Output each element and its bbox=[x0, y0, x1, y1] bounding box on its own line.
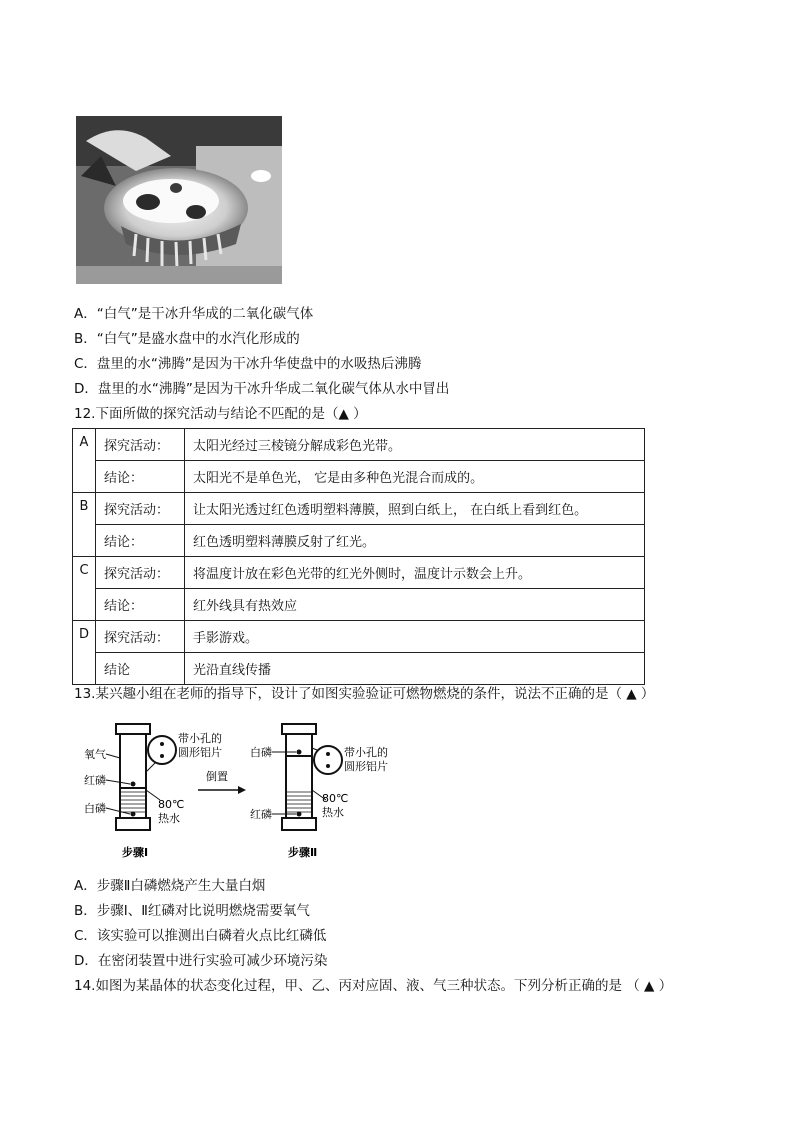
q13-option-d: D．在密闭装置中进行实验可减少环境污染 bbox=[74, 953, 328, 969]
conclusion-text: 光沿直线传播 bbox=[185, 653, 645, 685]
q13-option-a: A．步骤Ⅱ白磷燃烧产生大量白烟 bbox=[74, 878, 266, 894]
activity-text: 手影游戏。 bbox=[185, 621, 645, 653]
hot-water-label: 热水 bbox=[158, 812, 180, 825]
q13-stem: 13.某兴趣小组在老师的指导下，设计了如图实验验证可燃物燃烧的条件，说法不正确的是（ ▲ ） bbox=[74, 686, 655, 702]
red-phosphorus-label: 红磷 bbox=[250, 808, 272, 821]
step1-caption: 步骤Ⅰ bbox=[122, 846, 149, 859]
q13-option-c: C．该实验可以推测出白磷着火点比红磷低 bbox=[74, 928, 327, 944]
q11-option-b: B．“白气”是盛水盘中的水汽化形成的 bbox=[74, 331, 300, 347]
q12-table bbox=[72, 428, 645, 685]
q14-stem: 14.如图为某晶体的状态变化过程，甲、乙、丙对应固、液、气三种状态。下列分析正确的是 （ ▲ ） bbox=[74, 978, 673, 994]
step1-tube bbox=[116, 724, 150, 830]
activity-label: 探究活动： bbox=[96, 557, 185, 589]
q12-row-letter: A bbox=[73, 429, 96, 493]
q11-option-d: D．盘里的水“沸腾”是因为干冰升华成二氧化碳气体从水中冒出 bbox=[74, 381, 450, 397]
conclusion-label: 结论： bbox=[96, 525, 185, 557]
table-row bbox=[73, 461, 645, 493]
hot-water-label: 热水 bbox=[322, 806, 344, 819]
conclusion-label: 结论： bbox=[96, 589, 185, 621]
table-row bbox=[73, 429, 645, 461]
q12-row-letter: C bbox=[73, 557, 96, 621]
water-temp-label: 80℃ bbox=[322, 792, 349, 805]
white-phosphorus-label: 白磷 bbox=[250, 746, 272, 759]
activity-text: 太阳光经过三棱镜分解成彩色光带。 bbox=[185, 429, 645, 461]
conclusion-text: 太阳光不是单色光， 它是由多种色光混合而成的。 bbox=[185, 461, 645, 493]
table-row bbox=[73, 653, 645, 685]
red-phosphorus-label: 红磷 bbox=[84, 774, 106, 787]
conclusion-label: 结论 bbox=[96, 653, 185, 685]
oxygen-label: 氧气 bbox=[84, 748, 106, 761]
conclusion-label: 结论： bbox=[96, 461, 185, 493]
q12-row-letter: D bbox=[73, 621, 96, 685]
table-row bbox=[73, 589, 645, 621]
table-row bbox=[73, 621, 645, 653]
q13-option-b: B．步骤Ⅰ、Ⅱ红磷对比说明燃烧需要氧气 bbox=[74, 903, 310, 919]
invert-label: 倒置 bbox=[206, 770, 228, 783]
aluminum-disc-icon bbox=[314, 746, 342, 774]
dry-ice-photo bbox=[76, 116, 282, 284]
q11-option-c: C．盘里的水“沸腾”是因为干冰升华使盘中的水吸热后沸腾 bbox=[74, 356, 422, 372]
q11-option-a: A．“白气”是干冰升华成的二氧化碳气体 bbox=[74, 306, 314, 322]
disc-label-2: 圆形铝片 bbox=[178, 746, 222, 759]
conclusion-text: 红外线具有热效应 bbox=[185, 589, 645, 621]
water-temp-label: 80℃ bbox=[158, 798, 185, 811]
table-row bbox=[73, 557, 645, 589]
white-phosphorus-label: 白磷 bbox=[84, 802, 106, 815]
disc-label-2: 圆形铝片 bbox=[344, 760, 388, 773]
aluminum-disc-icon bbox=[148, 736, 176, 764]
q12-row-letter: B bbox=[73, 493, 96, 557]
activity-text: 将温度计放在彩色光带的红光外侧时，温度计示数会上升。 bbox=[185, 557, 645, 589]
activity-label: 探究活动： bbox=[96, 429, 185, 461]
table-row bbox=[73, 493, 645, 525]
conclusion-text: 红色透明塑料薄膜反射了红光。 bbox=[185, 525, 645, 557]
q12-stem: 12.下面所做的探究活动与结论不匹配的是（▲ ） bbox=[74, 406, 367, 422]
activity-text: 让太阳光透过红色透明塑料薄膜，照到白纸上， 在白纸上看到红色。 bbox=[185, 493, 645, 525]
combustion-experiment-diagram bbox=[84, 718, 414, 864]
disc-label: 带小孔的 bbox=[344, 746, 388, 759]
disc-label: 带小孔的 bbox=[178, 732, 222, 745]
activity-label: 探究活动： bbox=[96, 621, 185, 653]
activity-label: 探究活动： bbox=[96, 493, 185, 525]
table-row bbox=[73, 525, 645, 557]
step2-caption: 步骤Ⅱ bbox=[288, 846, 318, 859]
